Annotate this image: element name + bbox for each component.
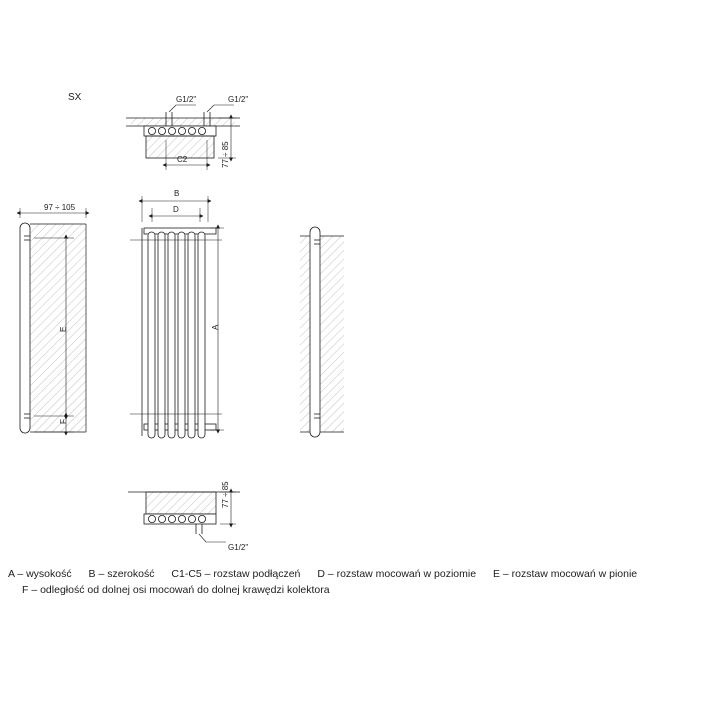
right-side-view-group xyxy=(300,227,344,437)
label-side-depth-dimension: 97 ÷ 105 xyxy=(44,203,76,212)
legend-item-e: E – rozstaw mocowań w pionie xyxy=(492,568,638,580)
label-bottom-depth-dimension: 77 ÷ 85 xyxy=(221,481,230,508)
legend-item-b: B – szerokość xyxy=(88,568,155,580)
label-bottom-connection: G1/2" xyxy=(228,543,249,552)
label-f-dimension: F xyxy=(59,419,68,424)
left-side-view-group xyxy=(20,208,86,433)
front-view-group xyxy=(130,196,224,438)
legend-item-f: F – odległość od dolnej osi mocowań do dolnej krawędzi kolektora xyxy=(22,584,330,597)
legend-item-a: A – wysokość xyxy=(8,568,72,580)
label-e-dimension: E xyxy=(59,326,68,332)
label-a-dimension: A xyxy=(211,324,220,330)
label-c2-dimension: C2 xyxy=(177,155,188,164)
label-top-right-connection: G1/2" xyxy=(228,95,249,104)
legend-row-2 xyxy=(8,582,714,598)
label-sx-mark: SX xyxy=(68,92,82,103)
label-top-depth-dimension: 77 ÷ 85 xyxy=(221,141,230,168)
legend-item-d: D – rozstaw mocowań w poziomie xyxy=(317,568,477,580)
legend-divider xyxy=(8,558,714,559)
legend-row-1 xyxy=(8,566,714,582)
legend-block xyxy=(8,566,714,599)
label-top-left-connection: G1/2" xyxy=(176,95,197,104)
label-d-dimension: D xyxy=(173,205,179,214)
label-b-dimension: B xyxy=(174,189,180,198)
legend-item-c: C1-C5 – rozstaw podłączeń xyxy=(171,568,301,580)
